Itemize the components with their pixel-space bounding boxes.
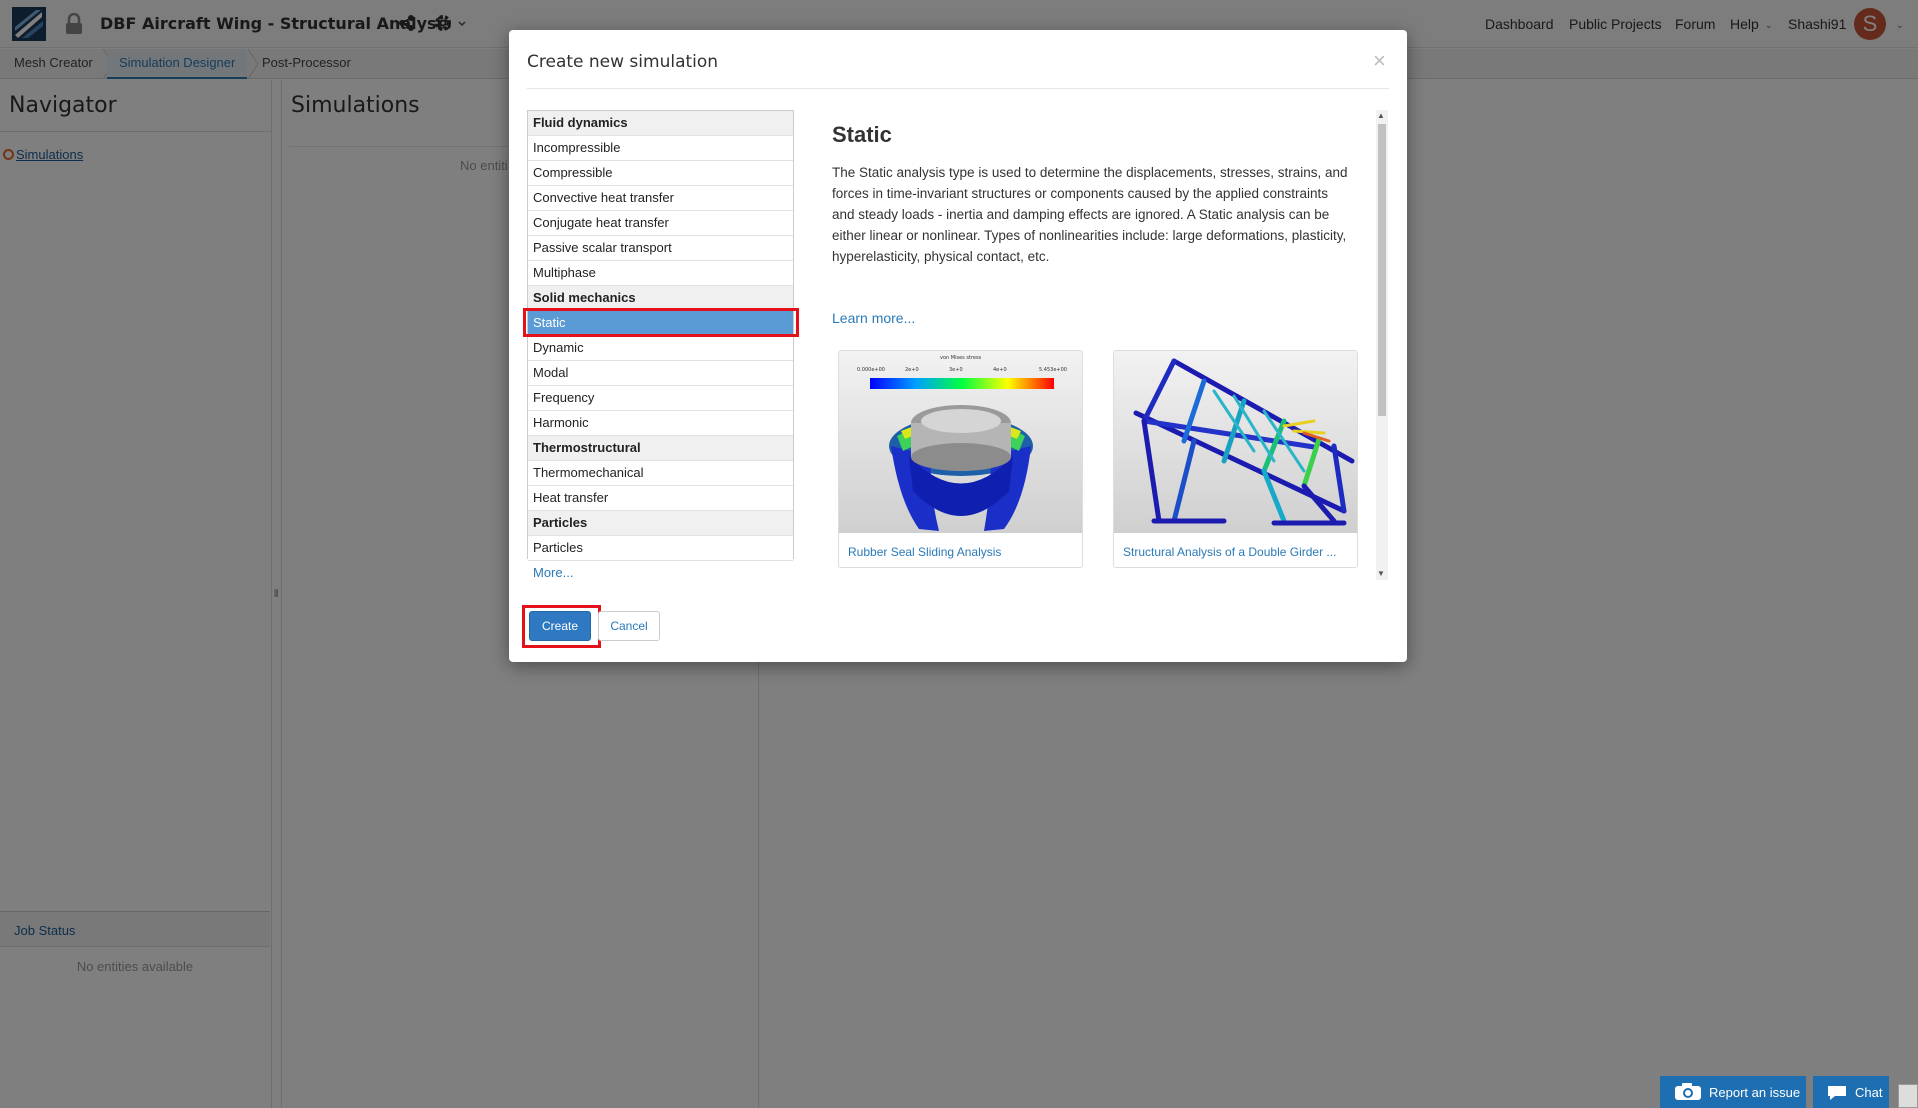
legend-tick: 2e+0 [905,367,919,373]
type-dynamic[interactable]: Dynamic [528,336,793,361]
divider [527,88,1389,89]
type-harmonic[interactable]: Harmonic [528,411,793,436]
type-compressible[interactable]: Compressible [528,161,793,186]
scroll-down-icon[interactable]: ▼ [1377,569,1385,578]
learn-more-link[interactable]: Learn more... [832,310,916,326]
detail-scrollbar[interactable] [1376,110,1388,580]
type-static[interactable]: Static [528,311,793,336]
report-issue-label: Report an issue [1709,1085,1801,1100]
group-solid-mechanics: Solid mechanics [528,286,793,311]
example-card[interactable] [1113,350,1358,568]
type-multiphase[interactable]: Multiphase [528,261,793,286]
chat-icon [1827,1085,1847,1101]
example-thumbnail [1114,351,1357,533]
group-thermostructural: Thermostructural [528,436,793,461]
group-fluid-dynamics: Fluid dynamics [528,111,793,136]
example-thumbnail [839,351,1082,533]
close-icon[interactable]: × [1373,48,1386,73]
type-passive-scalar-transport[interactable]: Passive scalar transport [528,236,793,261]
legend-tick: 3e+0 [949,367,963,373]
cancel-button[interactable]: Cancel [598,611,660,641]
scroll-up-icon[interactable]: ▲ [1377,111,1385,120]
detail-description: The Static analysis type is used to determine the displacements, stresses, strains, and forces in time-invariant structures or components caused by the applied constraints and steady loads - inertia and damping effects are ignored. A Static analysis can be either linear or nonlinear. Types of nonlinearities include: large deformations, plasticity, hyperelasticity, physical contact, etc. [832,165,1348,264]
create-button[interactable]: Create [529,611,591,641]
type-particles[interactable]: Particles [528,536,793,561]
rubber-seal-render [839,351,1082,533]
type-incompressible[interactable]: Incompressible [528,136,793,161]
detail-title: Static [832,122,892,147]
example-title[interactable]: Rubber Seal Sliding Analysis [848,545,1002,559]
corner-widget[interactable] [1898,1084,1918,1108]
legend-title: von Mises stress [940,355,982,361]
type-thermomechanical[interactable]: Thermomechanical [528,461,793,486]
analysis-detail [812,110,1387,580]
more-types-link[interactable]: More... [533,565,574,580]
scroll-thumb[interactable] [1378,124,1386,416]
girder-render [1114,351,1357,533]
legend-tick: 5.453e+00 [1039,367,1067,373]
group-particles: Particles [528,511,793,536]
selection-highlight [523,308,799,337]
dialog-title: Create new simulation [527,52,719,72]
legend-tick: 0.000e+00 [857,367,885,373]
example-title[interactable]: Structural Analysis of a Double Girder ... [1123,545,1337,559]
chat-button[interactable] [1813,1076,1889,1108]
type-convective-heat-transfer[interactable]: Convective heat transfer [528,186,793,211]
camera-icon [1674,1083,1702,1101]
type-conjugate-heat-transfer[interactable]: Conjugate heat transfer [528,211,793,236]
legend-tick: 4e+0 [993,367,1007,373]
type-frequency[interactable]: Frequency [528,386,793,411]
type-modal[interactable]: Modal [528,361,793,386]
create-simulation-dialog [509,30,1407,662]
report-issue-button[interactable] [1660,1076,1806,1108]
chat-label: Chat [1855,1085,1883,1100]
type-heat-transfer[interactable]: Heat transfer [528,486,793,511]
example-card[interactable] [838,350,1083,568]
